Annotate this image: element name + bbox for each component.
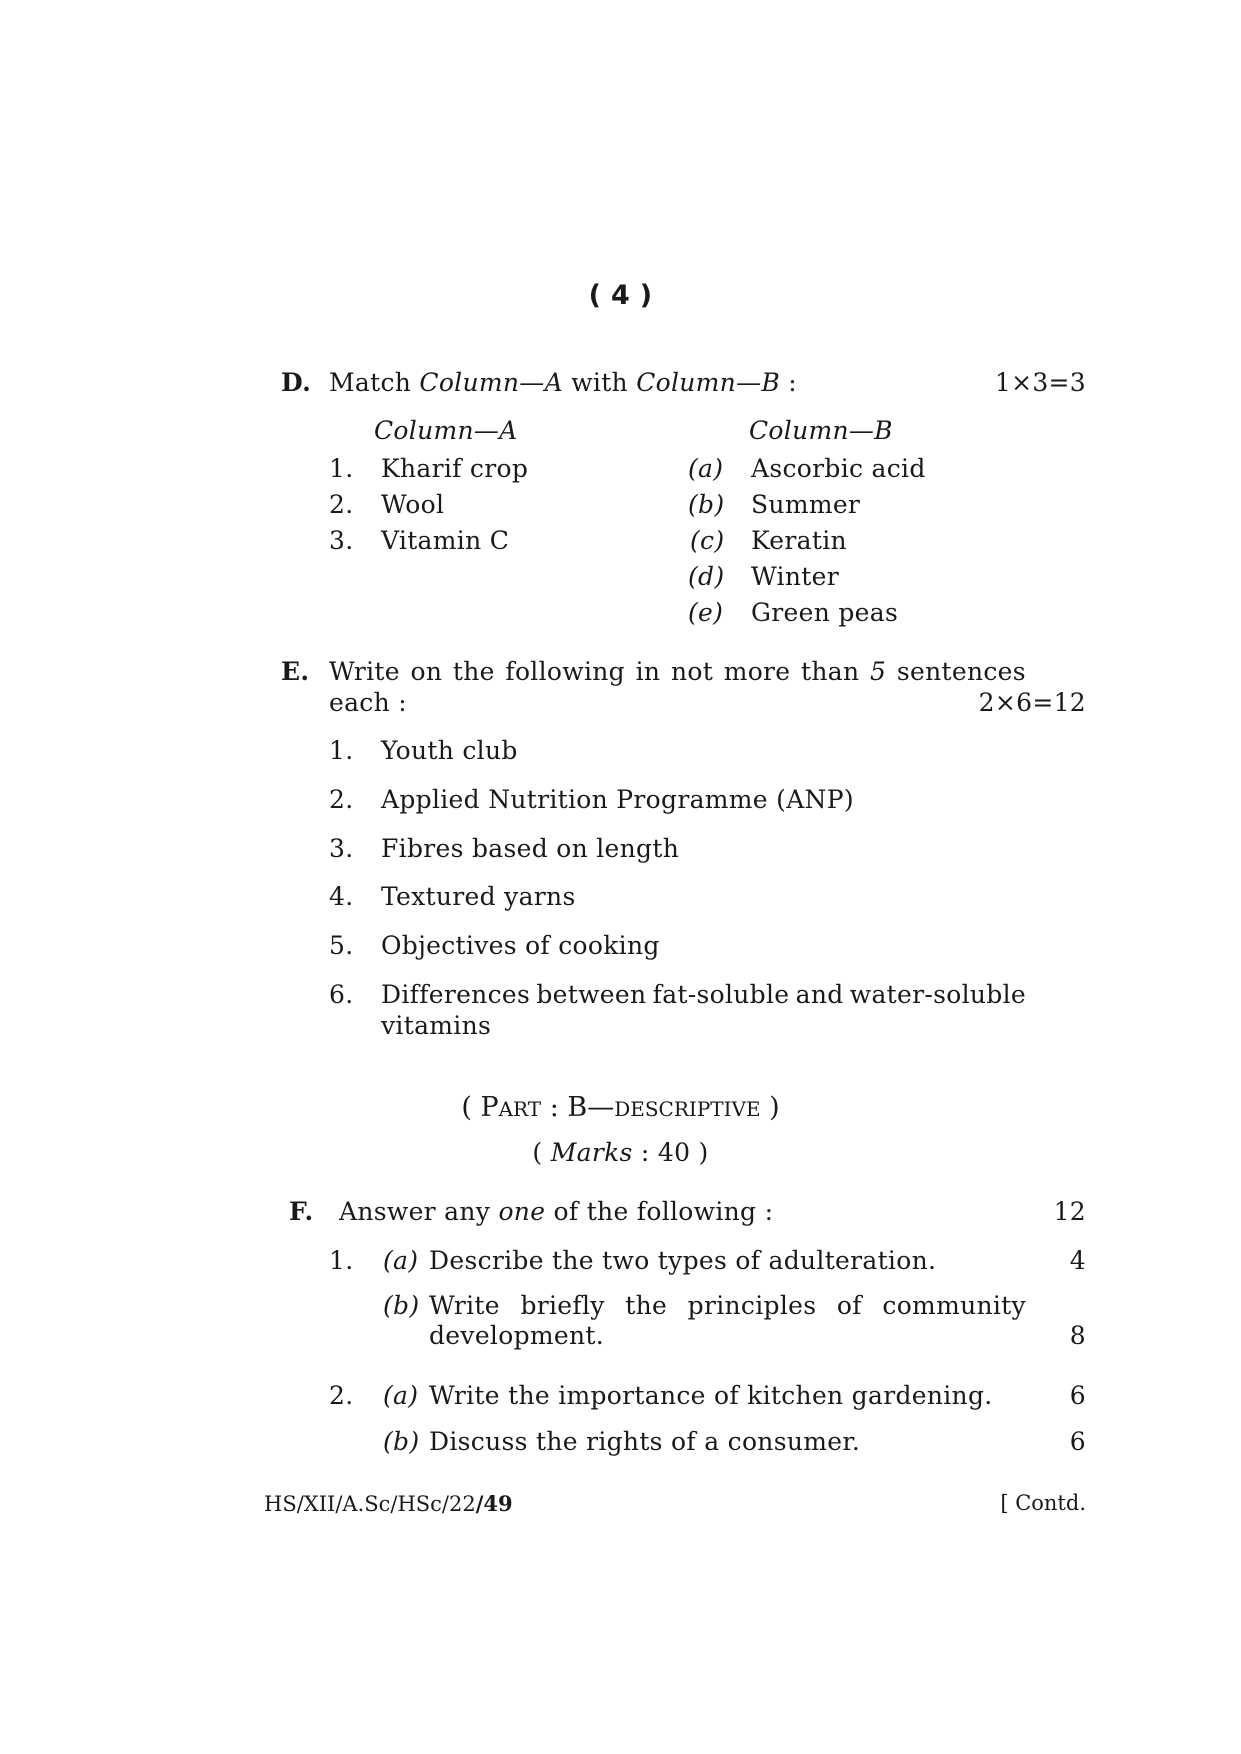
list-num: 6.	[329, 980, 354, 1009]
sub-question-text: Discuss the rights of a consumer.	[429, 1427, 861, 1456]
word: 5	[870, 657, 887, 686]
footer-code	[264, 1491, 513, 1516]
word: the	[625, 1291, 668, 1320]
list-item: Textured yarns	[381, 882, 576, 911]
footer-code-bold: /49	[475, 1491, 513, 1516]
word: in	[635, 657, 661, 686]
section-d-instruction	[329, 368, 797, 397]
word: community	[882, 1291, 1026, 1320]
section-e-instruction-line1	[329, 657, 1026, 686]
column-b-item: Winter	[751, 562, 839, 591]
column-b-letter: (d)	[688, 562, 725, 591]
column-a-num: 1.	[329, 454, 354, 483]
marks-text: (	[532, 1138, 551, 1167]
page-number: ( 4 )	[588, 280, 653, 311]
question-num: 1.	[329, 1246, 354, 1275]
marks-label: Marks	[550, 1138, 633, 1167]
question-num: 2.	[329, 1381, 354, 1410]
part-b-marks	[0, 1138, 1241, 1167]
section-d-label: D.	[281, 368, 312, 397]
instr-text: Match	[329, 368, 420, 397]
column-a-item: Kharif crop	[381, 454, 529, 483]
column-a-item: Vitamin C	[381, 526, 510, 555]
column-a-item: Wool	[381, 490, 445, 519]
list-item: Youth club	[381, 736, 518, 765]
instr-text: of the following :	[545, 1197, 774, 1226]
word: water-soluble	[849, 980, 1026, 1009]
list-item: Applied Nutrition Programme (ANP)	[381, 785, 854, 814]
list-num: 5.	[329, 931, 354, 960]
column-b-item: Summer	[751, 490, 861, 519]
sub-question-text: Describe the two types of adulteration.	[429, 1246, 937, 1275]
section-f-marks: 12	[1053, 1197, 1086, 1226]
word: Differences	[381, 980, 531, 1009]
section-e-marks: 2×6=12	[978, 688, 1086, 717]
sub-question-letter: (b)	[383, 1291, 420, 1320]
footer-code-text: HS/XII/A.Sc/HSc/22	[264, 1492, 476, 1516]
word: briefly	[520, 1291, 605, 1320]
column-b-heading: Column—B	[749, 416, 893, 445]
sub-question-marks: 6	[1069, 1427, 1086, 1456]
heading-text: :	[541, 1092, 568, 1123]
word: between	[536, 980, 647, 1009]
word: more	[723, 657, 791, 686]
list-item-line2: vitamins	[381, 1011, 492, 1040]
instr-text: :	[780, 368, 798, 397]
sub-question-marks: 8	[1069, 1321, 1086, 1350]
column-b-item: Keratin	[751, 526, 847, 555]
word: principles	[687, 1291, 817, 1320]
list-item-line1	[381, 980, 1026, 1009]
word: Write	[329, 657, 400, 686]
word: not	[670, 657, 714, 686]
heading-paren: )	[760, 1092, 780, 1123]
part-b-heading	[0, 1092, 1241, 1123]
list-num: 2.	[329, 785, 354, 814]
section-e-label: E.	[281, 657, 310, 686]
word: following	[505, 657, 625, 686]
sub-question-text-line2: development.	[429, 1321, 604, 1350]
column-b-letter: (b)	[688, 490, 725, 519]
heading-text: P	[480, 1092, 499, 1123]
word: fat-soluble	[652, 980, 790, 1009]
column-b-item: Ascorbic acid	[751, 454, 926, 483]
column-a-num: 2.	[329, 490, 354, 519]
heading-text: ART	[498, 1097, 542, 1121]
section-d-marks: 1×3=3	[994, 368, 1086, 397]
column-b-letter: (c)	[690, 526, 725, 555]
sub-question-letter: (b)	[383, 1427, 420, 1456]
word: and	[795, 980, 844, 1009]
section-e-instruction-line2: each :	[329, 688, 407, 717]
marks-text: : 40 )	[632, 1138, 709, 1167]
heading-text: B—	[567, 1092, 615, 1123]
column-b-letter: (e)	[688, 598, 724, 627]
sub-question-text: Write the importance of kitchen gardening.	[429, 1381, 993, 1410]
instr-column-b: Column—B	[636, 368, 781, 397]
column-b-letter: (a)	[688, 454, 724, 483]
list-num: 3.	[329, 834, 354, 863]
sub-question-text-line1	[429, 1291, 1026, 1320]
heading-text: DESCRIPTIVE	[614, 1097, 761, 1121]
instr-text: Answer any	[339, 1197, 499, 1226]
section-f-instruction	[339, 1197, 773, 1226]
word: on	[410, 657, 443, 686]
instr-column-a: Column—A	[419, 368, 563, 397]
word: sentences	[896, 657, 1026, 686]
word: the	[452, 657, 495, 686]
sub-question-marks: 6	[1069, 1381, 1086, 1410]
column-b-item: Green peas	[751, 598, 899, 627]
heading-paren: (	[461, 1092, 481, 1123]
list-num: 4.	[329, 882, 354, 911]
sub-question-marks: 4	[1069, 1246, 1086, 1275]
word: Write	[429, 1291, 500, 1320]
column-a-num: 3.	[329, 526, 354, 555]
column-a-heading: Column—A	[374, 416, 518, 445]
instr-italic: one	[498, 1197, 546, 1226]
word: of	[836, 1291, 862, 1320]
word: than	[801, 657, 860, 686]
sub-question-letter: (a)	[383, 1381, 419, 1410]
list-num: 1.	[329, 736, 354, 765]
section-f-label: F.	[289, 1197, 314, 1226]
sub-question-letter: (a)	[383, 1246, 419, 1275]
footer-contd: [ Contd.	[1000, 1491, 1086, 1515]
list-item: Objectives of cooking	[381, 931, 660, 960]
list-item: Fibres based on length	[381, 834, 680, 863]
instr-text: with	[562, 368, 637, 397]
